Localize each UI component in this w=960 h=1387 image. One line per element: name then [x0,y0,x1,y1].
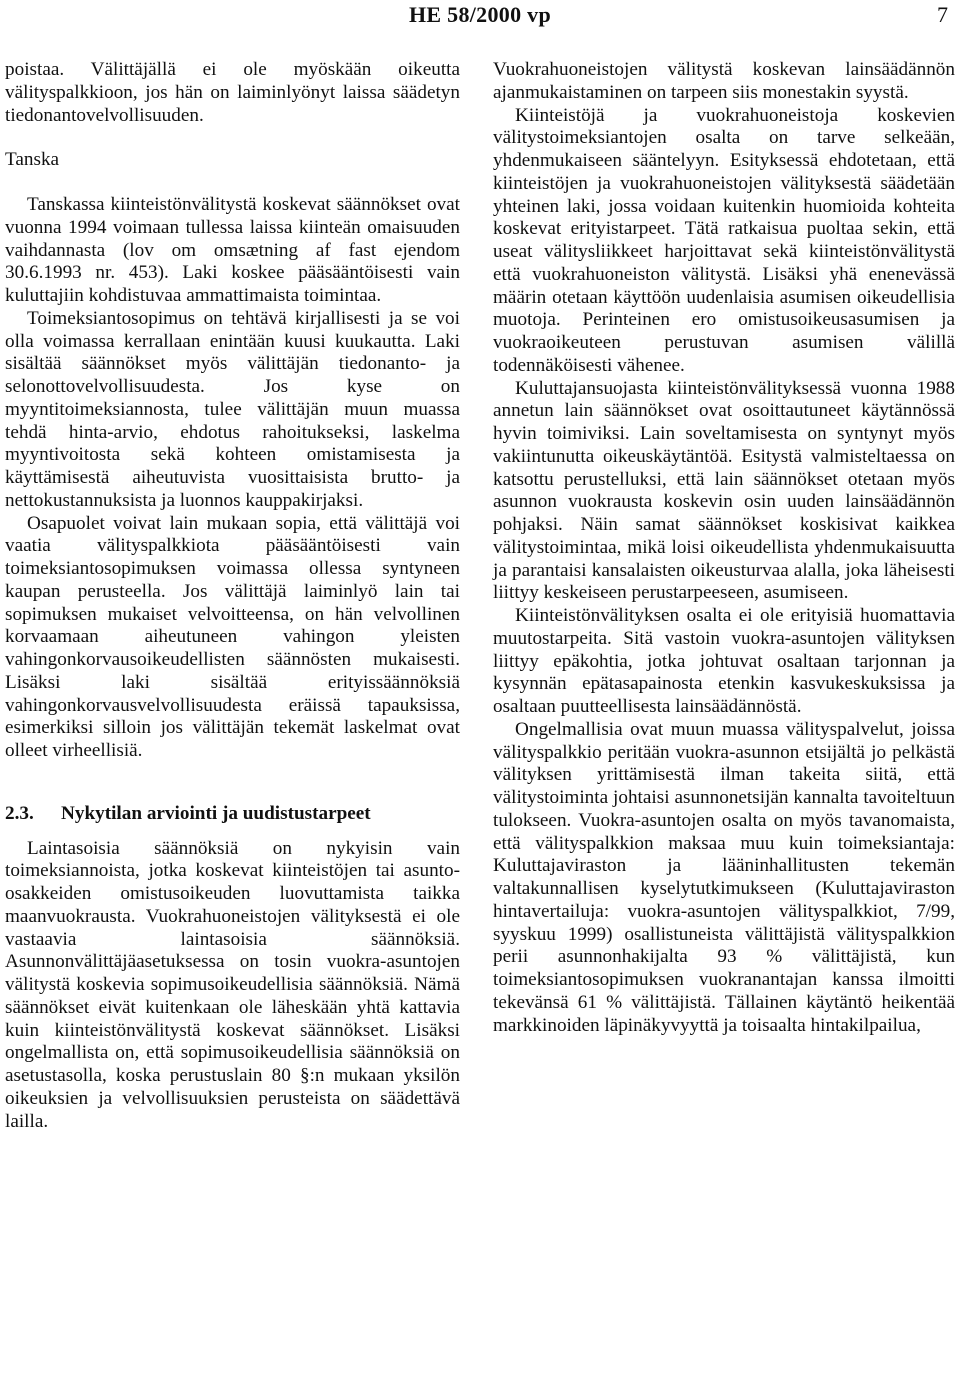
right-column [493,59,955,1037]
spacer [5,127,460,149]
paragraph: Ongelmallisia ovat muun muassa välityspalvelut, joissa välityspalkkio peritään vuokra-asunnon etsijältä jo pelkästä välityksen yrittämisestä ilman takeita siitä, että välitystoiminta johtaisi asunnonetsijän kannalta tavoiteltuun tulokseen. Vuokra-asuntojen osalta on myös tavanomaista, että välityspalkkion maksaa muu kuin toimeksiantaja: Kuluttajaviraston ja lääninhallitusten tekemän valtakunnallisen kyselytutkimukseen (Kuluttajaviraston hintavertailuja: vuokra-asuntojen välityspalkkiot, 7/99, syyskuu 1999) osallistuneista välittäjistä välityspalkkion perii asunnonhakijalta 93 % välittäjistä, kun toimeksiantosopimuksen vuokranantajan kanssa ilmoitti tekevänsä 61 % välittäjistä. Tällainen käytäntö heikentää markkinoiden läpinäkyvyyttä ja toisaalta hintakilpailua, [493,718,955,1036]
spacer [5,172,460,194]
paragraph: Vuokrahuoneistojen välitystä koskevan lainsäädännön ajanmukaistaminen on tarpeen siis monestakin syystä. [493,59,955,103]
section-title: Nykytilan arviointi ja uudistustarpeet [61,802,371,824]
section-number: 2.3. [5,802,34,824]
paragraph: Kiinteistöjä ja vuokrahuoneistoja koskevien välitystoimeksiantojen osalta on tarve selkeään, yhdenmukaiseen sääntelyyn. Esityksessä ehdotetaan, että kiinteistöjen ja vuokrahuoneistojen välityksestä säädetään yhteinen laki, jossa voidaan kuitenkin huomioida kohteita koskevat erityistarpeet. Tätä ratkaisua puoltaa sekin, että useat välitysliikkeet harjoittavat sekä kiinteistönvälitystä että vuokrahuoneiston välitystä. Lisäksi yhä enenevässä määrin otetaan käyttöön uudenlaisia asumisen oikeudellisia muotoja. Perinteinen ero omistusoikeusasumisen ja vuokraoikeuteen perustuvan asumisen välillä todennäköisesti vähenee. [493,104,955,376]
document-id: HE 58/2000 vp [408,2,552,27]
page-number: 7 [937,2,948,27]
paragraph: Tanskassa kiinteistönvälitystä koskevat säännökset ovat vuonna 1994 voimaan tullessa laissa kiinteän omaisuuden vaihdannasta (lov om omsætning af fast ejendom 30.6.1993 nr. 453). Laki koskee pääsääntöisesti vain kuluttajiin kohdistuvaa ammattimaista toimintaa. [5,194,460,306]
left-column [5,59,460,1133]
paragraph: Osapuolet voivat lain mukaan sopia, että välittäjä voi vaatia välityspalkkiota pääsääntöisesti vain toimeksiantosopimuksen voimassa ollessa syntyneen kaupan perusteella. Jos välittäjä laiminlyö lain tai sopimuksen mukaiset velvoitteensa, on hän velvollinen korvaamaan aiheutuneen vahingon yleisten vahingonkorvausoikeudellisten säännösten mukaisesti. Lisäksi laki sisältää erityissäännöksiä vahingonkorvausvelvollisuudesta eräissä tapauksissa, esimerkiksi silloin jos välittäjän tekemät laskelmat ovat olleet virheellisiä. [5,512,460,761]
paragraph-intro: poistaa. Välittäjällä ei ole myöskään oikeutta välityspalkkioon, jos hän on laiminlyönyt laissa säädetyn tiedonantovelvollisuuden. [5,59,460,126]
paragraph: Laintasoisia säännöksiä on nykyisin vain toimeksiannoista, jotka koskevat kiinteistöjen tai asunto-osakkeiden omistusoikeuden luovuttamista taikka maanvuokrausta. Vuokrahuoneistojen välityksestä ei ole vastaavia laintasoisia säännöksiä. Asunnonvälittäjäasetuksessa on tosin vuokra-asuntojen välitystä koskevia sopimusoikeudellisia säännöksiä. Nämä säännökset eivät kuitenkaan ole läheskään yhtä kattavia kuin kiinteistönvälitystä koskevat säännökset. Lisäksi ongelmallista on, että sopimusoikeudellisia säännöksiä on asetustasolla, koska perustuslain 80 §:n mukaan yksilön oikeuksien ja velvollisuuksien perusteista on säädettävä lailla. [5,837,460,1132]
paragraph: Kiinteistönvälityksen osalta ei ole erityisiä huomattavia muutostarpeita. Sitä vastoin vuokra-asuntojen välityksen liittyy epäkohtia, jotka johtuvat osaltaan tarjonnan ja kysynnän epätasapainosta etenkin kasvukeskuksissa ja osaltaan puutteellisesta lainsäädännöstä. [493,605,955,717]
subheading-tanska: Tanska [5,149,60,171]
paragraph: Toimeksiantosopimus on tehtävä kirjallisesti ja se voi olla voimassa kerrallaan enintään kuusi kuukautta. Laki sisältää säännökset myös välittäjän tiedonanto- ja selonottovelvollisuudesta. Jos kyse on myyntitoimeksiannosta, tulee välittäjän muun muassa tehdä hinta-arvio, ehdotus rahoitukseksi, laskelma myyntivoitosta sekä kohteen omistamisesta ja käyttämisestä aiheutuvista vuosittaisista brutto- ja nettokustannuksista ja luonnos kauppakirjaksi. [5,307,460,511]
section-heading [5,803,460,826]
paragraph: Kuluttajansuojasta kiinteistönvälityksessä vuonna 1988 annetun lain säännökset ovat osoittautuneet käytännössä hyvin toimiviksi. Lain soveltamisesta on syntynyt myös vakiintunutta oikeuskäytäntöä. Esitystä valmisteltaessa on katsottu perustelluksi, että lain säännökset otetaan myös asunnon vuokrausta koskevin osin uuden lainsäädännön pohjaksi. Näin samat säännökset koskisivat kaikkea välitystoimintaa, mikä loisi oikeudellista yhdenmukaisuutta ja parantaisi kansalaisten oikeusturvaa alalla, joka läheisesti liittyy keskeiseen perustarpeeseen, asumiseen. [493,377,955,604]
page-header [0,0,960,30]
